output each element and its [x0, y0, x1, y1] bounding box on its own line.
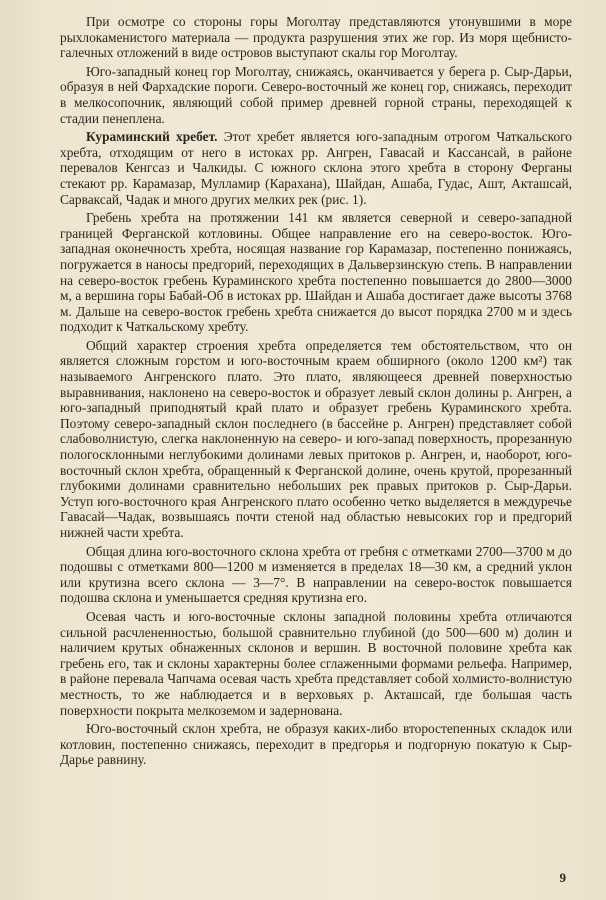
paragraph-text: Юго-восточный склон хребта, не образуя каких-либо второстепенных складок или котловин, постепенно снижаясь, переходит в предгорья и подгорную покатую к Сыр-Дарье равнину.: [60, 721, 572, 768]
paragraph-southeast-slope: [60, 721, 572, 768]
paragraph-text: Этот хребет является юго-западным отрогом Чаткальского хребта, отходящим от него в истоках рр. Ангрен, Гавасай и Кассансай, в районе перевалов Кенгсаз и Чалкиды. С южного склона этого хребта в сторону Ферганы стекают рр. Карамазар, Мулламир (Карахана), Шайдан, Ашаба, Гудас, Ашт, Акташсай, Сарваксай, Чадак и много других мелких рек (рис. 1).: [60, 129, 573, 207]
paragraph-text: Общий характер строения хребта определяется тем обстоятельством, что он является сложным горстом и юго-восточным краем обширного (около 1200 км²) так называемого Ангренского плато. Это плато, являющееся древней поверхностью выравнивания, наклонено на северо-восток и образует левый склон долины р. Ангрен, а юго-западный приподнятый край плато и образует гребень Кураминского хребта. Поэтому северо-западный склон последнего (в бассейне р. Ангрен) представляет собой слабоволнистую, слегка наклоненную на северо- и юго-запад поверхность, прорезанную пологосклонными неглубокими долинами левых притоков р. Ангрен, и, наоборот, юго-восточный склон хребта, обращенный к Ферганской долине, очень крутой, прорезанный глубокими долинами сравнительно небольших рек правых притоков р. Сыр-Дарьи. Уступ юго-восточного края Ангренского плато особенно четко выделяется в междуречье Гавасай—Чадак, возвышаясь почти стеной над областью невысоких гор и предгорий нижней части хребта.: [60, 337, 572, 540]
paragraph-ridge-structure: [60, 338, 572, 541]
paragraph-moghol-tau-ends: [60, 64, 572, 126]
paragraph-text: Общая длина юго-восточного склона хребта от гребня с отметками 2700—3700 м до подошвы с отметками 800—1200 м изменяется в пределах 18—30 км, а средний уклон или крутизна всего склона — 3—7°. В направлении на северо-восток повышается подошва склона и уменьшается средняя крутизна его.: [60, 543, 572, 606]
paragraph-text: Юго-западный конец гор Моголтау, снижаясь, оканчивается у берега р. Сыр-Дарьи, образуя в ней Фархадские пороги. Северо-восточный же конец гор, снижаясь, переходит в мелкосопочник, являющий собой пример древней горной страны, переходящей к стадии пенеплена.: [60, 63, 572, 126]
paragraph-ridge-crest: [60, 210, 572, 335]
paragraph-slope-length: [60, 544, 572, 606]
paragraph-kuramin-ridge: [60, 129, 572, 207]
paragraph-axial-part: [60, 609, 572, 718]
paragraph-text: Осевая часть и юго-восточные склоны западной половины хребта отличаются сильной расчлененностью, большой сравнительно глубиной (до 500—600 м) долин и наличием крутых обнаженных склонов и вершин. В восточной половине хребта как гребень его, так и склоны характерны более сглаженными формами рельефа. Например, в районе перевала Чапчама осевая часть хребта представляет собой холмисто-волнистую местность, то же наблюдается и в верховьях р. Акташсай, где большая часть поверхности покрыта мелкоземом и задернована.: [60, 608, 572, 718]
page-number: 9: [559, 870, 566, 885]
section-heading: Кураминский хребет.: [86, 129, 218, 145]
paragraph-moghol-tau-view: [60, 14, 572, 61]
paragraph-text: Гребень хребта на протяжении 141 км является северной и северо-западной границей Ферганской котловины. Общее направление его на северо-восток. Юго-западная оконечность хребта, носящая название гор Карамазар, постепенно понижаясь, погружается в наносы предгорий, переходящих в Дальверзинскую степь. В направлении на северо-восток гребень Кураминского хребта постепенно повышается до 2800—3000 м, а вершина горы Бабай-Об в истоках рр. Шайдан и Ашаба достигает даже высоты 3768 м. Дальше на северо-восток гребень хребта снижается до высот порядка 2700 м и здесь подходит к Чаткальскому хребту.: [60, 210, 572, 335]
paragraph-text: При осмотре со стороны горы Моголтау представляются утонувшими в море рыхлокаменистого материала — продукта разрушения этих же гор. Из моря щебнисто-галечных отложений в виде островов выступают скалы гор Моголтау.: [60, 14, 572, 61]
